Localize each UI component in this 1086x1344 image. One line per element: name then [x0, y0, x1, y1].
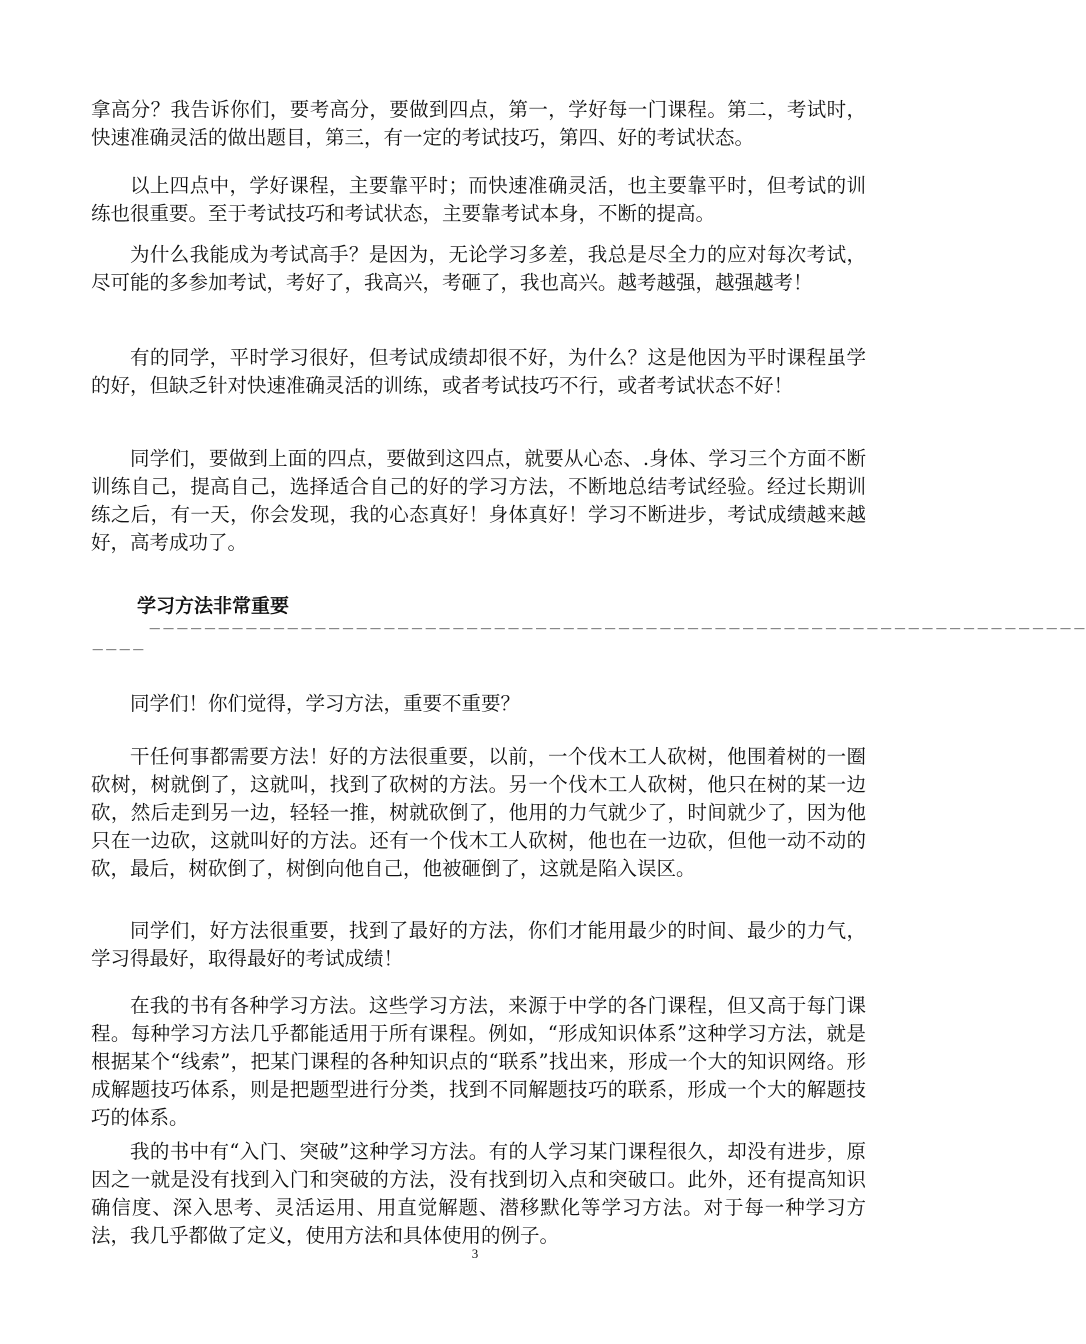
page-number: 3 — [471, 1246, 479, 1261]
paragraph: 以上四点中，学好课程，主要靠平时；而快速准确灵活，也主要靠平时，但考试的训练也很重要。至于考试技巧和考试状态，主要靠考试本身，不断的提高。 — [91, 174, 866, 225]
paragraph: 同学们！你们觉得，学习方法，重要不重要？ — [130, 692, 521, 715]
paragraph: 干任何事都需要方法！好的方法很重要，以前，一个伐木工人砍树，他围着树的一圈砍树，树就倒了，这就叫，找到了砍树的方法。另一个伐木工人砍树，他只在树的某一边砍，然后走到另一边，轻轻一推，树就砍倒了，他用的力气就少了，时间就少了，因为他只在一边砍，这就叫好的方法。还有一个伐木工人砍树，他也在一边砍，但他一动不动的砍，最后，树砍倒了，树倒向他自己，他被砸倒了，这就是陷入误区。 — [91, 745, 866, 880]
dashed-divider-continuation: －－－－ — [91, 643, 145, 659]
dashed-divider: －－－－－－－－－－－－－－－－－－－－－－－－－－－－－－－－－－－－－－－－－－－－－－－－－－－－－－－－－－－－－－－－－－－－ — [148, 622, 1086, 638]
paragraph: 我的书中有“入门、突破”这种学习方法。有的人学习某门课程很久，却没有进步，原因之一就是没有找到入门和突破的方法，没有找到切入点和突破口。此外，还有提高知识确信度、深入思考、灵活运用、用直觉解题、潜移默化等学习方法。对于每一种学习方法，我几乎都做了定义，使用方法和具体使用的例子。 — [91, 1140, 866, 1247]
section-heading: 学习方法非常重要 — [137, 595, 290, 617]
paragraph: 为什么我能成为考试高手？是因为，无论学习多差，我总是尽全力的应对每次考试，尽可能的多参加考试，考好了，我高兴，考砸了，我也高兴。越考越强，越强越考！ — [91, 243, 866, 294]
paragraph: 有的同学，平时学习很好，但考试成绩却很不好，为什么？这是他因为平时课程虽学的好，但缺乏针对快速准确灵活的训练，或者考试技巧不行，或者考试状态不好！ — [91, 346, 866, 397]
paragraph: 拿高分？我告诉你们，要考高分，要做到四点，第一，学好每一门课程。第二，考试时，快速准确灵活的做出题目，第三，有一定的考试技巧，第四、好的考试状态。 — [91, 98, 866, 149]
paragraph: 同学们，好方法很重要，找到了最好的方法，你们才能用最少的时间、最少的力气，学习得最好，取得最好的考试成绩！ — [91, 919, 866, 970]
paragraph: 在我的书有各种学习方法。这些学习方法，来源于中学的各门课程，但又高于每门课程。每种学习方法几乎都能适用于所有课程。例如，“形成知识体系”这种学习方法，就是根据某个“线索”，把某门课程的各种知识点的“联系”找出来，形成一个大的知识网络。形成解题技巧体系，则是把题型进行分类，找到不同解题技巧的联系，形成一个大的解题技巧的体系。 — [91, 994, 866, 1129]
paragraph: 同学们，要做到上面的四点，要做到这四点，就要从心态、.身体、学习三个方面不断训练自己，提高自己，选择适合自己的好的学习方法，不断地总结考试经验。经过长期训练之后，有一天，你会发现，我的心态真好！身体真好！学习不断进步，考试成绩越来越好，高考成功了。 — [91, 447, 866, 554]
